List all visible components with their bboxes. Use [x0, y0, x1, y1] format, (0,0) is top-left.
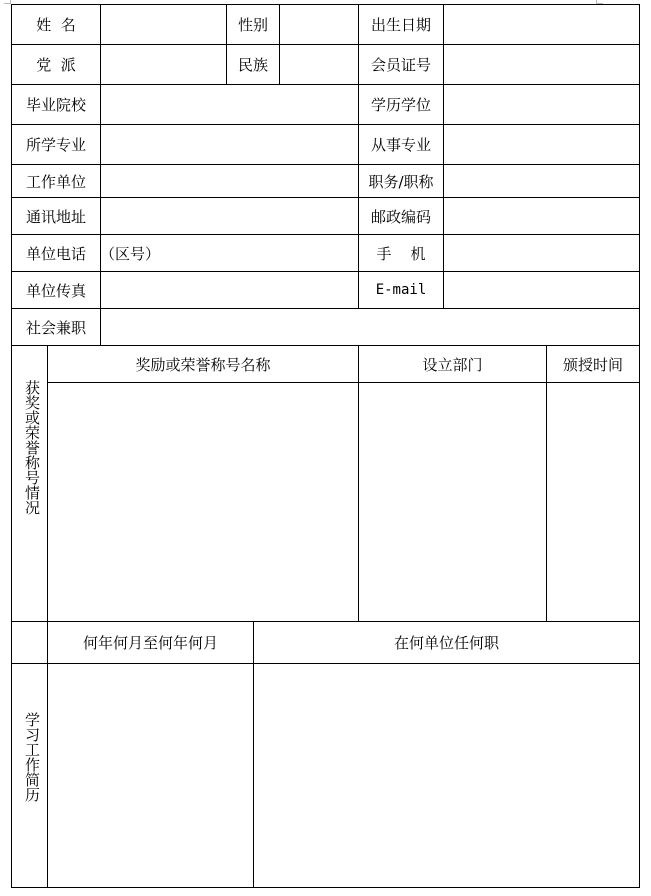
email-label: E-mail	[375, 282, 427, 298]
social-role-field[interactable]	[101, 309, 639, 345]
awards-header-department: 设立部门	[422, 355, 483, 374]
fax-label: 单位传真	[25, 281, 86, 300]
awards-header-name: 奖励或荣誉称号名称	[135, 355, 271, 374]
area-code-hint: （区号）	[100, 244, 161, 263]
awards-date-field[interactable]	[547, 383, 639, 621]
school-label: 毕业院校	[25, 96, 86, 114]
gender-field[interactable]	[280, 5, 358, 44]
name-field[interactable]	[101, 5, 226, 44]
address-field[interactable]	[101, 198, 358, 234]
birth-date-field[interactable]	[444, 5, 639, 44]
member-no-field[interactable]	[444, 45, 639, 84]
resume-position-field[interactable]	[254, 664, 639, 887]
party-label: 党 派	[36, 56, 76, 74]
resume-header-period: 何年何月至何年何月	[82, 634, 218, 652]
postcode-label: 邮政编码	[370, 207, 431, 226]
title-field[interactable]	[444, 165, 639, 197]
awards-section-label: 获奖或荣誉称号情况	[23, 380, 41, 515]
table-rule	[11, 887, 639, 888]
employer-field[interactable]	[101, 165, 358, 197]
degree-field[interactable]	[444, 85, 639, 124]
ethnicity-field[interactable]	[280, 45, 358, 84]
school-field[interactable]	[101, 85, 358, 124]
email-field[interactable]	[444, 272, 639, 308]
mobile-field[interactable]	[444, 235, 639, 271]
awards-header-date: 颁授时间	[562, 355, 623, 374]
table-rule	[639, 4, 640, 888]
degree-label: 学历学位	[370, 96, 431, 114]
birth-date-label: 出生日期	[370, 16, 431, 34]
resume-period-field[interactable]	[48, 664, 253, 887]
awards-name-field[interactable]	[48, 383, 358, 621]
resume-header-position: 在何单位任何职	[393, 634, 499, 652]
name-label: 姓 名	[36, 16, 76, 34]
fax-field[interactable]	[101, 272, 358, 308]
work-phone-label: 单位电话	[25, 244, 86, 263]
mobile-label: 手 机	[376, 244, 426, 263]
address-label: 通讯地址	[25, 207, 86, 226]
postcode-field[interactable]	[444, 198, 639, 234]
gender-label: 性别	[237, 16, 268, 34]
resume-section-label: 学习工作简历	[23, 712, 41, 802]
member-no-label: 会员证号	[370, 56, 431, 74]
occupation-label: 从事专业	[370, 136, 431, 154]
ethnicity-label: 民族	[237, 56, 268, 74]
title-label: 职务/职称	[368, 172, 434, 191]
awards-department-field[interactable]	[359, 383, 546, 621]
employer-label: 工作单位	[25, 172, 86, 191]
party-field[interactable]	[101, 45, 226, 84]
major-field[interactable]	[101, 125, 358, 164]
page-corner-mark-left	[4, 0, 11, 4]
major-label: 所学专业	[25, 136, 86, 154]
social-role-label: 社会兼职	[25, 318, 86, 337]
occupation-field[interactable]	[444, 125, 639, 164]
